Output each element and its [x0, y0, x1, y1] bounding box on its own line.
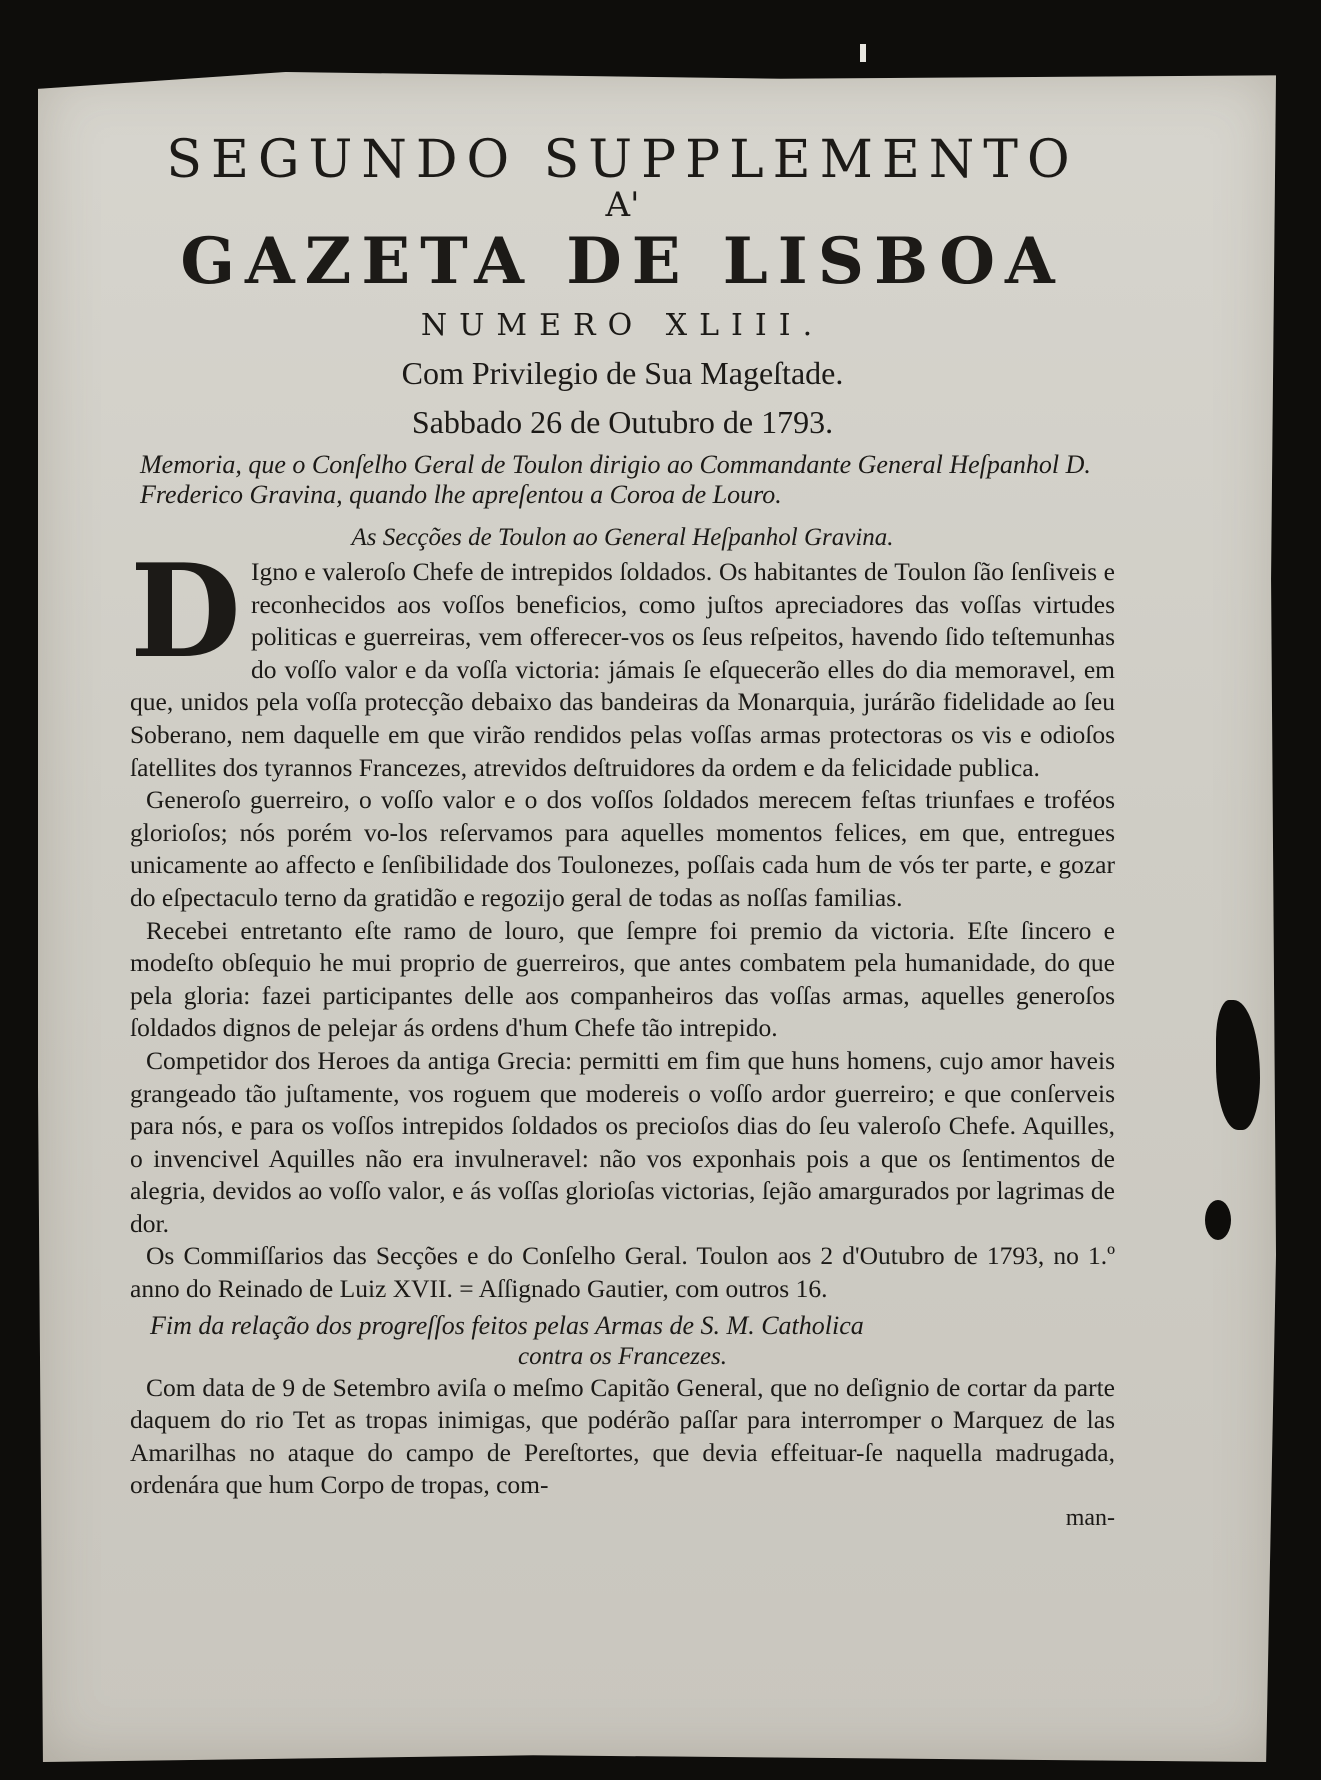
page-tear-shadow-small [1205, 1200, 1231, 1240]
drop-cap: D [130, 537, 241, 687]
page-content [130, 120, 1115, 1534]
paragraph-1-text: Igno e valeroſo Chefe de intrepidos ſoldados. Os habitantes de Toulon ſão ſenſiveis e reconhecidos aos voſſos beneficios, como juſtos apreciadores das voſſas virtudes politicas e guerreiras, vem offerecer-vos os ſeus reſpeitos, havendo ſido teſtemunhas do voſſo valor e da voſſa victoria: jámais ſe eſquecerão elles do dia memoravel, em que, unidos pela voſſa protecção debaixo das bandeiras da Monarquia, jurárão fidelidade ao ſeu Soberano, nem daquelle em que virão rendidos pelas voſſas armas protectoras os vis e odioſos ſatellites dos tyrannos Francezes, atrevidos deſtruidores da ordem e da felicidade publica. [130, 557, 1115, 782]
section-heading-end: Fim da relação dos progreſſos feitos pelas Armas de S. M. Catholica [150, 1310, 864, 1340]
page-corner-tick [860, 44, 866, 62]
issue-number: NUMERO XLIII. [420, 308, 825, 343]
paragraph-last: Com data de 9 de Setembro aviſa o meſmo Capitão General, que no deſignio de cortar da parte daquem do rio Tet as tropas inimigas, que podérão paſſar para interromper o Marquez de las Amarilhas no ataque do campo de Pereſtortes, que devia effeituar-ſe naquella madrugada, ordenára que hum Corpo de tropas, com- [130, 1372, 1115, 1500]
privilege-line: Com Privilegio de Sua Mageſtade. [401, 355, 844, 391]
paragraph-3: Recebei entretanto eſte ramo de louro, que ſempre foi premio da victoria. Eſte ſincero e modeſto obſequio he mui proprio de guerreiros, que antes combatem pela humanidade, do que pela gloria: fazei participantes delle aos companheiros das voſſas armas, aquelles generoſos ſoldados dignos de pelejar ás ordens d'hum Chefe tão intrepido. [130, 915, 1115, 1043]
issue-date: Sabbado 26 de Outubro de 1793. [411, 404, 834, 440]
gazette-title: GAZETA DE LISBOA [180, 224, 1065, 299]
memoria-heading: Memoria, que o Conſelho Geral de Toulon dirigio ao Commandante General Heſpanhol D. Frederico Gravina, quando lhe apreſentou a Coroa de Louro. [140, 450, 1091, 509]
paragraph-2: Generoſo guerreiro, o voſſo valor e o dos voſſos ſoldados merecem feſtas triunfaes e troféos glorioſos; nós porém vo-los reſervamos para aquelles momentos felices, em que, entregues unicamente ao affecto e ſenſibilidade dos Toulonezes, poſſais cada hum de vós ter parte, e gozar do eſpectaculo terno da gratidão e regozijo geral de todas as noſſas familias. [130, 785, 1115, 912]
catchword: man- [1065, 1505, 1115, 1532]
supplement-title: SEGUNDO SUPPLEMENTO [166, 130, 1079, 190]
paragraph-4: Competidor dos Heroes da antiga Grecia: permitti em fim que huns homens, cujo amor haveis grangeado tão juſtamente, vos roguem que modereis o voſſo ardor guerreiro; e que conſerveis para nós, e para os voſſos intrepidos ſoldados os precioſos dias do ſeu valeroſo Chefe. Aquilles, o invencivel Aquilles não era invulneravel: não vos exponhais pois a que os ſentimentos de alegria, devidos ao voſſo valor, e ás voſſas glorioſas victorias, ſejão amargurados por lagrimas de dor. [130, 1045, 1115, 1238]
section-heading-end-2: contra os Francezes. [518, 1342, 727, 1370]
address-heading: As Secções de Toulon ao General Heſpanhol Gravina. [351, 524, 894, 551]
title-a: A' [605, 185, 640, 225]
paragraph-5: Os Commiſſarios das Secções e do Conſelho Geral. Toulon aos 2 d'Outubro de 1793, no 1.º anno do Reinado de Luiz XVII. = Aſſignado Gautier, com outros 16. [130, 1241, 1115, 1304]
